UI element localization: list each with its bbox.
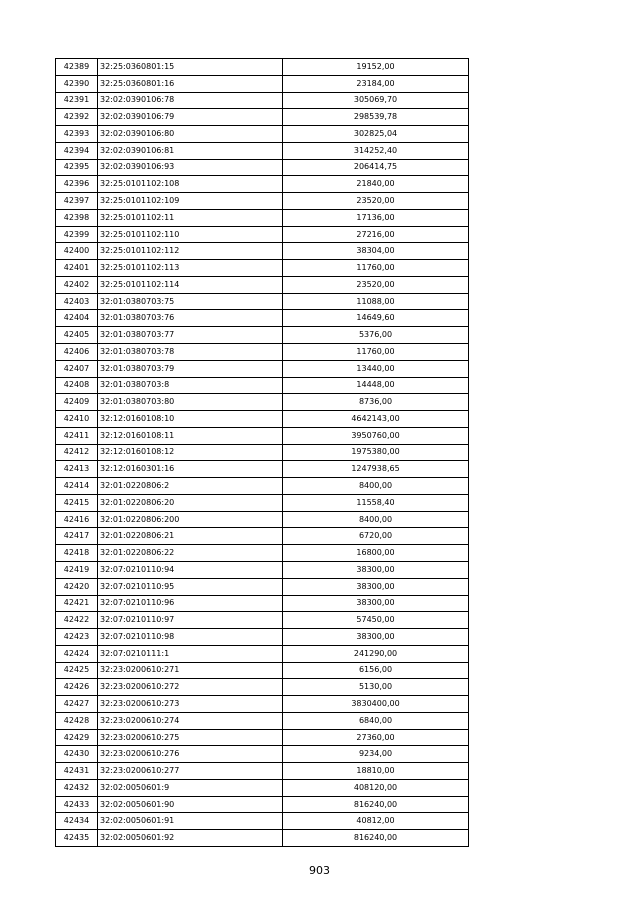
cadastral-number-cell: 32:25:0101102:11 xyxy=(98,209,283,226)
value-cell: 11760,00 xyxy=(283,260,469,277)
value-cell: 38300,00 xyxy=(283,595,469,612)
table-row xyxy=(56,243,469,260)
value-cell: 6156,00 xyxy=(283,662,469,679)
value-cell: 40812,00 xyxy=(283,813,469,830)
cadastral-number-cell: 32:25:0360801:15 xyxy=(98,59,283,76)
row-number-cell: 42401 xyxy=(56,260,98,277)
value-cell: 816240,00 xyxy=(283,796,469,813)
table-row xyxy=(56,796,469,813)
cadastral-number-cell: 32:07:0210110:98 xyxy=(98,629,283,646)
row-number-cell: 42413 xyxy=(56,461,98,478)
table-row xyxy=(56,226,469,243)
table-row xyxy=(56,595,469,612)
value-cell: 13440,00 xyxy=(283,360,469,377)
table-row xyxy=(56,444,469,461)
row-number-cell: 42412 xyxy=(56,444,98,461)
value-cell: 16800,00 xyxy=(283,545,469,562)
row-number-cell: 42430 xyxy=(56,746,98,763)
table-row xyxy=(56,427,469,444)
cadastral-number-cell: 32:07:0210111:1 xyxy=(98,645,283,662)
table-row xyxy=(56,779,469,796)
row-number-cell: 42426 xyxy=(56,679,98,696)
row-number-cell: 42420 xyxy=(56,578,98,595)
cadastral-number-cell: 32:02:0390106:78 xyxy=(98,92,283,109)
row-number-cell: 42417 xyxy=(56,528,98,545)
cadastral-number-cell: 32:01:0380703:79 xyxy=(98,360,283,377)
cadastral-number-cell: 32:07:0210110:94 xyxy=(98,561,283,578)
row-number-cell: 42423 xyxy=(56,629,98,646)
cadastral-number-cell: 32:23:0200610:276 xyxy=(98,746,283,763)
table-row xyxy=(56,209,469,226)
value-cell: 241290,00 xyxy=(283,645,469,662)
table-row xyxy=(56,679,469,696)
table-row xyxy=(56,561,469,578)
table-row xyxy=(56,327,469,344)
cadastral-number-cell: 32:23:0200610:277 xyxy=(98,763,283,780)
value-cell: 27360,00 xyxy=(283,729,469,746)
value-cell: 6840,00 xyxy=(283,712,469,729)
row-number-cell: 42395 xyxy=(56,159,98,176)
cadastral-number-cell: 32:01:0380703:8 xyxy=(98,377,283,394)
value-cell: 8400,00 xyxy=(283,478,469,495)
value-cell: 206414,75 xyxy=(283,159,469,176)
row-number-cell: 42411 xyxy=(56,427,98,444)
cadastral-number-cell: 32:02:0390106:81 xyxy=(98,142,283,159)
table-row xyxy=(56,511,469,528)
value-cell: 6720,00 xyxy=(283,528,469,545)
cadastral-number-cell: 32:07:0210110:95 xyxy=(98,578,283,595)
value-cell: 23184,00 xyxy=(283,75,469,92)
cadastral-number-cell: 32:23:0200610:275 xyxy=(98,729,283,746)
value-cell: 4642143,00 xyxy=(283,411,469,428)
table-row xyxy=(56,494,469,511)
value-cell: 314252,40 xyxy=(283,142,469,159)
cadastral-number-cell: 32:01:0220806:2 xyxy=(98,478,283,495)
row-number-cell: 42402 xyxy=(56,276,98,293)
value-cell: 5130,00 xyxy=(283,679,469,696)
table-row xyxy=(56,142,469,159)
table-row xyxy=(56,310,469,327)
row-number-cell: 42414 xyxy=(56,478,98,495)
cadastral-number-cell: 32:01:0220806:20 xyxy=(98,494,283,511)
cadastral-number-cell: 32:01:0380703:76 xyxy=(98,310,283,327)
cadastral-number-cell: 32:07:0210110:96 xyxy=(98,595,283,612)
table-row xyxy=(56,293,469,310)
cadastral-number-cell: 32:01:0380703:75 xyxy=(98,293,283,310)
row-number-cell: 42434 xyxy=(56,813,98,830)
value-cell: 14448,00 xyxy=(283,377,469,394)
value-cell: 11558,40 xyxy=(283,494,469,511)
table-row xyxy=(56,528,469,545)
table-row xyxy=(56,411,469,428)
cadastral-number-cell: 32:25:0101102:109 xyxy=(98,193,283,210)
cadastral-number-cell: 32:12:0160108:12 xyxy=(98,444,283,461)
value-cell: 19152,00 xyxy=(283,59,469,76)
value-cell: 302825,04 xyxy=(283,126,469,143)
page-number: 903 xyxy=(309,864,330,877)
row-number-cell: 42404 xyxy=(56,310,98,327)
table-row xyxy=(56,159,469,176)
table-row xyxy=(56,545,469,562)
row-number-cell: 42432 xyxy=(56,779,98,796)
row-number-cell: 42394 xyxy=(56,142,98,159)
row-number-cell: 42435 xyxy=(56,830,98,847)
table-row xyxy=(56,193,469,210)
row-number-cell: 42433 xyxy=(56,796,98,813)
value-cell: 11760,00 xyxy=(283,344,469,361)
cadastral-number-cell: 32:01:0380703:80 xyxy=(98,394,283,411)
row-number-cell: 42424 xyxy=(56,645,98,662)
table-row xyxy=(56,461,469,478)
row-number-cell: 42429 xyxy=(56,729,98,746)
value-cell: 408120,00 xyxy=(283,779,469,796)
table-row xyxy=(56,109,469,126)
table-row xyxy=(56,478,469,495)
row-number-cell: 42397 xyxy=(56,193,98,210)
cadastral-number-cell: 32:02:0390106:79 xyxy=(98,109,283,126)
cadastral-number-cell: 32:02:0050601:91 xyxy=(98,813,283,830)
table-row xyxy=(56,712,469,729)
row-number-cell: 42403 xyxy=(56,293,98,310)
row-number-cell: 42422 xyxy=(56,612,98,629)
value-cell: 57450,00 xyxy=(283,612,469,629)
cadastral-number-cell: 32:12:0160108:11 xyxy=(98,427,283,444)
row-number-cell: 42391 xyxy=(56,92,98,109)
value-cell: 38304,00 xyxy=(283,243,469,260)
table-row xyxy=(56,746,469,763)
table-row xyxy=(56,612,469,629)
value-cell: 8400,00 xyxy=(283,511,469,528)
value-cell: 8736,00 xyxy=(283,394,469,411)
table-row xyxy=(56,59,469,76)
table-row xyxy=(56,696,469,713)
row-number-cell: 42390 xyxy=(56,75,98,92)
cadastral-number-cell: 32:12:0160301:16 xyxy=(98,461,283,478)
table-row xyxy=(56,75,469,92)
row-number-cell: 42425 xyxy=(56,662,98,679)
row-number-cell: 42428 xyxy=(56,712,98,729)
row-number-cell: 42407 xyxy=(56,360,98,377)
cadastral-number-cell: 32:25:0101102:114 xyxy=(98,276,283,293)
table-row xyxy=(56,276,469,293)
table-row xyxy=(56,260,469,277)
row-number-cell: 42398 xyxy=(56,209,98,226)
table-row xyxy=(56,645,469,662)
row-number-cell: 42409 xyxy=(56,394,98,411)
row-number-cell: 42408 xyxy=(56,377,98,394)
table-row xyxy=(56,830,469,847)
cadastral-number-cell: 32:01:0220806:200 xyxy=(98,511,283,528)
value-cell: 1975380,00 xyxy=(283,444,469,461)
value-cell: 23520,00 xyxy=(283,276,469,293)
value-cell: 816240,00 xyxy=(283,830,469,847)
row-number-cell: 42421 xyxy=(56,595,98,612)
cadastral-number-cell: 32:25:0101102:108 xyxy=(98,176,283,193)
table-body xyxy=(56,59,469,847)
value-cell: 3950760,00 xyxy=(283,427,469,444)
row-number-cell: 42410 xyxy=(56,411,98,428)
table-row xyxy=(56,377,469,394)
row-number-cell: 42392 xyxy=(56,109,98,126)
data-table xyxy=(55,58,469,847)
cadastral-number-cell: 32:25:0101102:112 xyxy=(98,243,283,260)
value-cell: 298539,78 xyxy=(283,109,469,126)
value-cell: 14649,60 xyxy=(283,310,469,327)
table-row xyxy=(56,126,469,143)
row-number-cell: 42419 xyxy=(56,561,98,578)
table-row xyxy=(56,813,469,830)
cadastral-number-cell: 32:02:0050601:9 xyxy=(98,779,283,796)
cadastral-number-cell: 32:07:0210110:97 xyxy=(98,612,283,629)
table-row xyxy=(56,360,469,377)
cadastral-number-cell: 32:01:0380703:77 xyxy=(98,327,283,344)
cadastral-number-cell: 32:23:0200610:273 xyxy=(98,696,283,713)
cadastral-number-cell: 32:01:0220806:22 xyxy=(98,545,283,562)
table-row xyxy=(56,176,469,193)
cadastral-number-cell: 32:01:0380703:78 xyxy=(98,344,283,361)
value-cell: 23520,00 xyxy=(283,193,469,210)
table-row xyxy=(56,578,469,595)
row-number-cell: 42389 xyxy=(56,59,98,76)
value-cell: 305069,70 xyxy=(283,92,469,109)
table-row xyxy=(56,629,469,646)
cadastral-number-cell: 32:01:0220806:21 xyxy=(98,528,283,545)
row-number-cell: 42415 xyxy=(56,494,98,511)
cadastral-number-cell: 32:02:0050601:92 xyxy=(98,830,283,847)
cadastral-number-cell: 32:23:0200610:271 xyxy=(98,662,283,679)
row-number-cell: 42427 xyxy=(56,696,98,713)
value-cell: 38300,00 xyxy=(283,561,469,578)
value-cell: 3830400,00 xyxy=(283,696,469,713)
table-row xyxy=(56,344,469,361)
table-row xyxy=(56,92,469,109)
value-cell: 38300,00 xyxy=(283,629,469,646)
row-number-cell: 42396 xyxy=(56,176,98,193)
cadastral-number-cell: 32:02:0390106:80 xyxy=(98,126,283,143)
cadastral-number-cell: 32:12:0160108:10 xyxy=(98,411,283,428)
table-row xyxy=(56,729,469,746)
cadastral-number-cell: 32:02:0390106:93 xyxy=(98,159,283,176)
value-cell: 21840,00 xyxy=(283,176,469,193)
value-cell: 17136,00 xyxy=(283,209,469,226)
table-row xyxy=(56,763,469,780)
cadastral-number-cell: 32:25:0360801:16 xyxy=(98,75,283,92)
table-row xyxy=(56,662,469,679)
cadastral-number-cell: 32:25:0101102:113 xyxy=(98,260,283,277)
row-number-cell: 42399 xyxy=(56,226,98,243)
row-number-cell: 42416 xyxy=(56,511,98,528)
row-number-cell: 42393 xyxy=(56,126,98,143)
table-row xyxy=(56,394,469,411)
value-cell: 11088,00 xyxy=(283,293,469,310)
value-cell: 5376,00 xyxy=(283,327,469,344)
value-cell: 18810,00 xyxy=(283,763,469,780)
value-cell: 1247938,65 xyxy=(283,461,469,478)
value-cell: 38300,00 xyxy=(283,578,469,595)
cadastral-number-cell: 32:25:0101102:110 xyxy=(98,226,283,243)
row-number-cell: 42431 xyxy=(56,763,98,780)
row-number-cell: 42406 xyxy=(56,344,98,361)
cadastral-number-cell: 32:02:0050601:90 xyxy=(98,796,283,813)
value-cell: 27216,00 xyxy=(283,226,469,243)
cadastral-number-cell: 32:23:0200610:272 xyxy=(98,679,283,696)
row-number-cell: 42400 xyxy=(56,243,98,260)
row-number-cell: 42418 xyxy=(56,545,98,562)
row-number-cell: 42405 xyxy=(56,327,98,344)
value-cell: 9234,00 xyxy=(283,746,469,763)
cadastral-number-cell: 32:23:0200610:274 xyxy=(98,712,283,729)
